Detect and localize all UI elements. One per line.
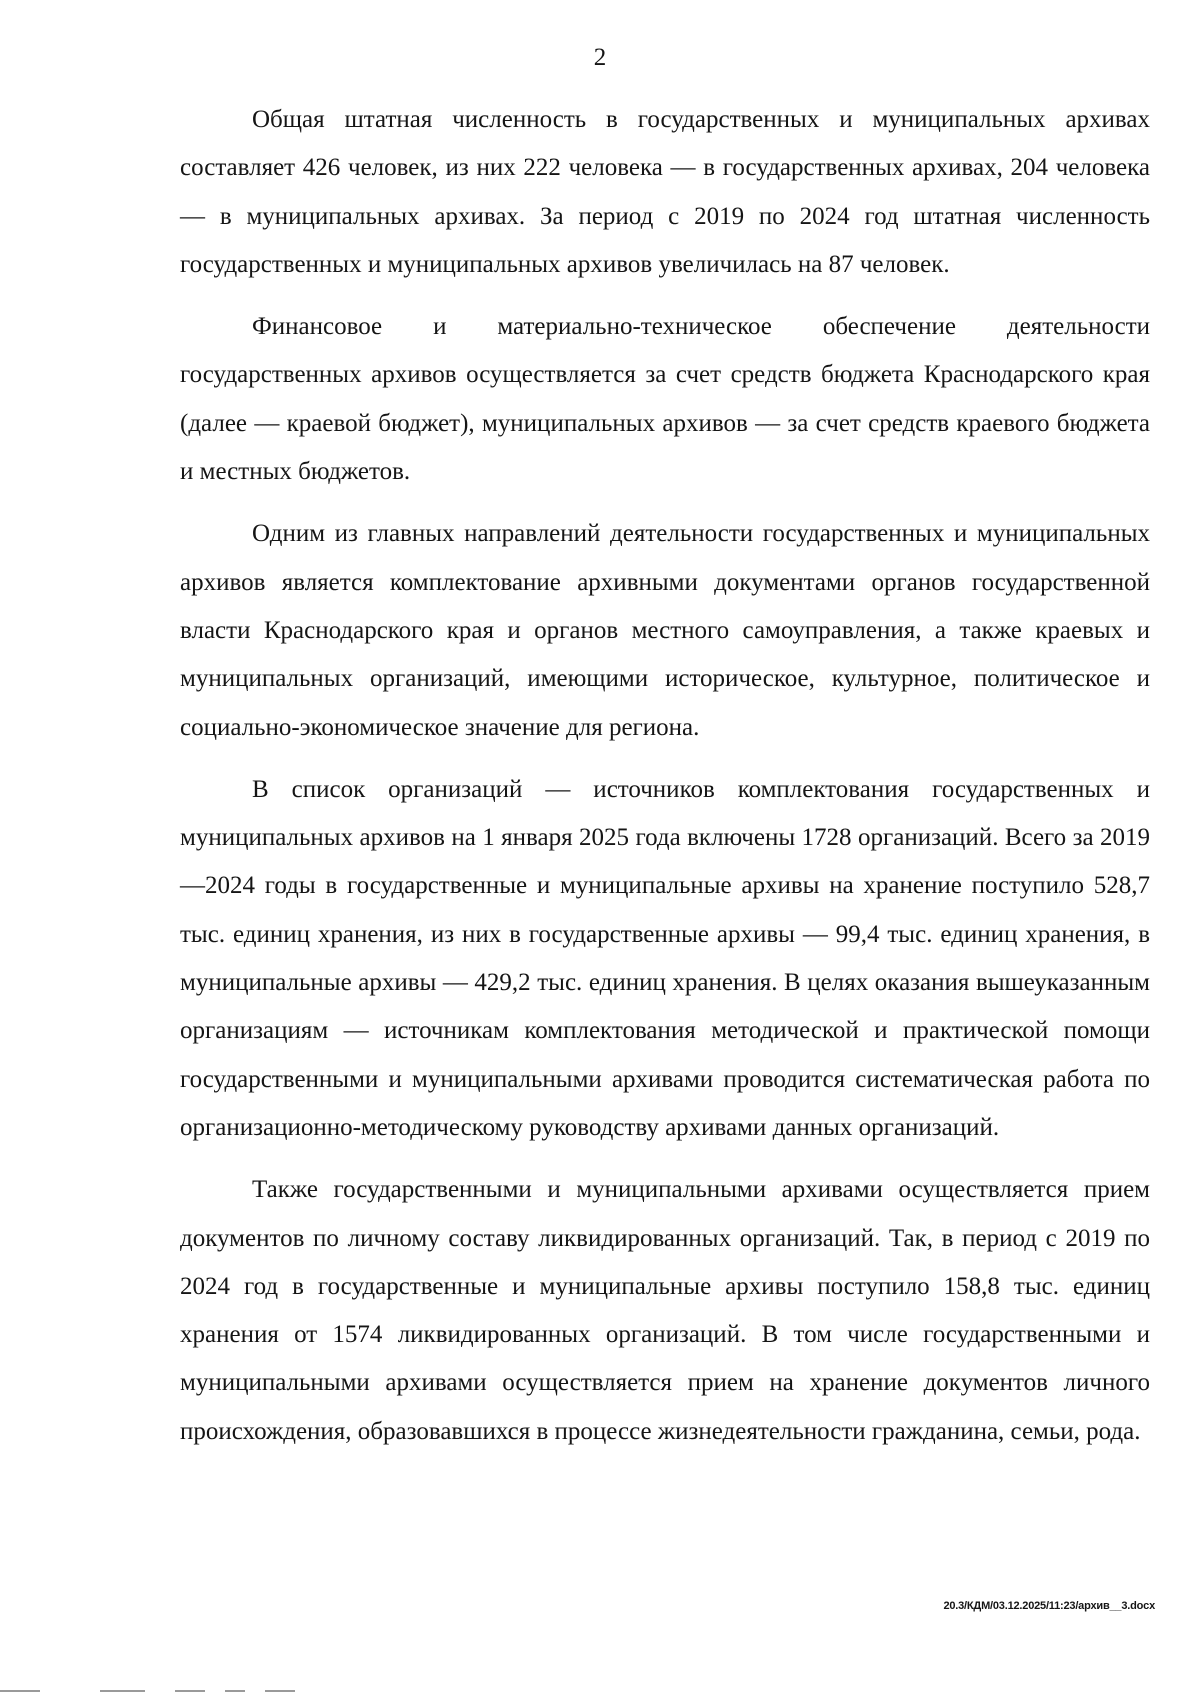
scan-edge-marks [0, 1690, 1200, 1696]
paragraph-acquisition: Одним из главных направлений деятельности государственных и муниципальных архивов является комплектование архивными документами органов государственной власти Краснодарского края и органов местного самоуправления, а также краевых и муниципальных организаций, имеющими историческое, культурное, политическое и социально-экономическое значение для региона. [180, 520, 1150, 741]
document-body [180, 96, 1150, 1470]
paragraph-finance: Финансовое и материально-техническое обеспечение деятельности государственных архивов осуществляется за счет средств бюджета Краснодарского края (далее — краевой бюджет), муниципальных архивов — за счет средств краевого бюджета и местных бюджетов. [180, 313, 1150, 486]
paragraph-liquidated-organizations: Также государственными и муниципальными архивами осуществляется прием документов по личному составу ликвидированных организаций. Так, в период с 2019 по 2024 год в государственные и муниципальные архивы поступило 158,8 тыс. единиц хранения от 1574 ликвидированных организаций. В том числе государственными и муниципальными архивами осуществляется прием на хранение документов личного происхождения, образовавшихся в процессе жизнедеятельности гражданина, семьи, рода. [180, 1176, 1150, 1445]
page-number: 2 [593, 44, 607, 71]
paragraph-source-organizations: В список организаций — источников комплектования государственных и муниципальных архивов на 1 января 2025 года включены 1728 организаций. Всего за 2019—2024 годы в государственные и муниципальные архивы на хранение поступило 528,7 тыс. единиц хранения, из них в государственные архивы — 99,4 тыс. единиц хранения, в муниципальные архивы — 429,2 тыс. единиц хранения. В целях оказания вышеуказанным организациям — источникам комплектования методической и практической помощи государственными и муниципальными архивами проводится систематическая работа по организационно-методическому руководству архивами данных организаций. [180, 775, 1150, 1141]
paragraph-staff: Общая штатная численность в государственных и муниципальных архивах составляет 426 человек, из них 222 человека — в государственных архивах, 204 человека — в муниципальных архивах. За период с 2019 по 2024 год штатная численность государственных и муниципальных архивов увеличилась на 87 человек. [180, 106, 1150, 278]
document-file-code: 20.3/КДМ/03.12.2025/11:23/архив__3.docx [943, 1600, 1155, 1612]
